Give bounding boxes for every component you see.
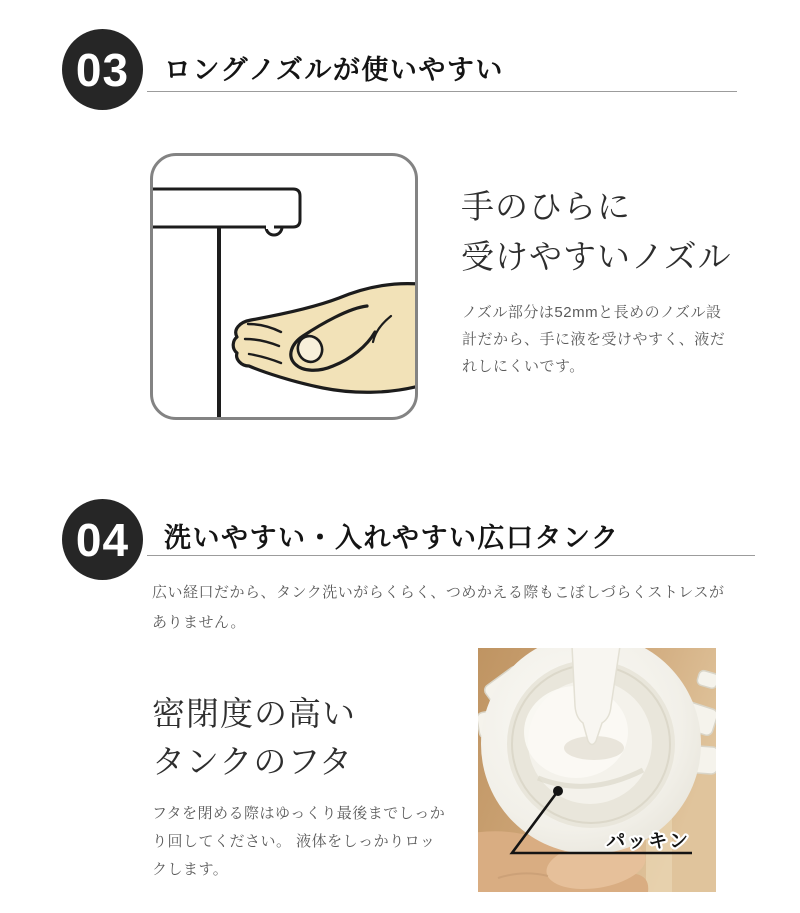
body-line: 計だから、手に液を受けやすく、液だ (462, 331, 726, 348)
body-line: れしにくいです。 (462, 358, 585, 375)
body-line: り回してください。 液体をしっかりロッ (152, 833, 436, 850)
section-03-body (462, 299, 725, 380)
subheading-line: 受けやすいノズル (461, 238, 732, 275)
intro-line: ありません。 (152, 614, 246, 631)
body-line: フタを閉める際はゆっくり最後までしっか (152, 805, 446, 822)
subheading-line: タンクのフタ (152, 743, 354, 780)
section-04-subheading (152, 690, 356, 786)
gasket-label: パッキン (606, 831, 690, 852)
dispenser-hand-illustration (153, 156, 415, 417)
section-04-title: 洗いやすい・入れやすい広口タンク (164, 523, 620, 553)
tank-lid-photo-graphic (478, 648, 716, 892)
section-04-body (152, 800, 445, 884)
body-line: クします。 (152, 861, 229, 878)
section-03-title: ロングノズルが使いやすい (164, 55, 504, 85)
dispenser-arm (153, 189, 300, 227)
nozzle-illustration-frame (150, 153, 418, 420)
section-03-number-badge (62, 29, 143, 110)
section-03-number: 03 (75, 43, 130, 96)
tank-lid-photo (478, 648, 716, 892)
subheading-line: 密閉度の高い (152, 695, 356, 732)
section-04-intro (152, 578, 724, 638)
section-04-number-badge (62, 499, 143, 580)
section-04-divider (147, 555, 755, 556)
subheading-line: 手のひらに (461, 188, 631, 225)
intro-line: 広い経口だから、タンク洗いがらくらく、つめかえる際もこぼしづらくストレスが (152, 584, 725, 601)
section-03-subheading (461, 182, 732, 282)
body-line: ノズル部分は52mmと長めのノズル設 (462, 304, 722, 321)
section-04-number: 04 (75, 513, 130, 566)
section-03-divider (147, 91, 737, 92)
